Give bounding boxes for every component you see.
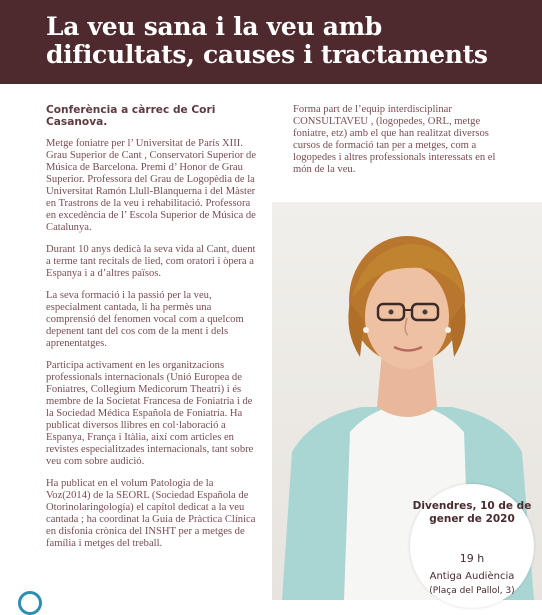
event-info-circle — [410, 484, 534, 608]
left-column — [46, 104, 260, 560]
event-time: 19 h — [459, 552, 485, 565]
bio-paragraph: Durant 10 anys dedicà la seva vida al Cant, duent a terme tant recitals de lied, com oratori i òpera a Espanya i a d’altres països. — [46, 244, 256, 279]
bio-paragraph: Participa activament en les organitzacions professionals internacionals (Unió Europea de Foniatres, Collegium Medicorum Theatri) i és membre de la Societat Francesa de Foniatria i de la Sociedad Médica Española de Foniatría. Ha publicat diversos llibres en col·laboració a Espanya, França i Itàlia, així com articles en revistes especialitzades internacionals, tant sobre veu com sobre audició. — [46, 360, 254, 467]
bio-paragraph: Ha publicat en el volum Patologia de la Voz(2014) de la SEORL (Sociedad Española de Otorinolaringología) el capítol dedicat a la veu cantada ; ha coordinat la Guia de Pràctica Clínica en disfonia crònica del INSHT per a metges de família i metges del treball. — [46, 478, 256, 549]
logo-icon — [18, 591, 42, 615]
bio-paragraph: La seva formació i la passió per la veu, especialment cantada, li ha permès una comprensió del fenomen vocal com a quelcom depenent tant del cos com de la ment i dels aprenentatges. — [46, 290, 244, 349]
event-address: (Plaça del Pallol, 3) — [429, 586, 515, 596]
event-venue: Antiga Audiència — [429, 571, 515, 582]
page-title: La veu sana i la veu amb dificultats, causes i tractaments — [46, 12, 488, 69]
bio-paragraph: Metge foniatre per l’ Universitat de París XIII. Grau Superior de Cant , Conservatori Superior de Música de Barcelona. Premi d’ Honor de Grau Superior. Professora del Grau de Logopèdia de la Universitat Ramón Llull-Blanquerna i del Màster en Trastrons de la veu i rehabilitació. Professora en excedència de l’ Escola Superior de Música de Catalunya. — [46, 138, 257, 233]
event-date: Divendres, 10 de de gener de 2020 — [412, 500, 532, 525]
right-column — [293, 104, 515, 176]
speaker-heading: Conferència a càrrec de Cori Casanova. — [46, 104, 216, 128]
title-banner — [0, 0, 542, 84]
team-paragraph: Forma part de l’equip interdisciplinar CONSULTAVEU , (logopedes, ORL, metge foniatre, etz) amb el que han realitzat diversos cursos de formació tan per a metges, com a logopedes i altres professionals interessats en el món de la veu. — [293, 104, 496, 175]
